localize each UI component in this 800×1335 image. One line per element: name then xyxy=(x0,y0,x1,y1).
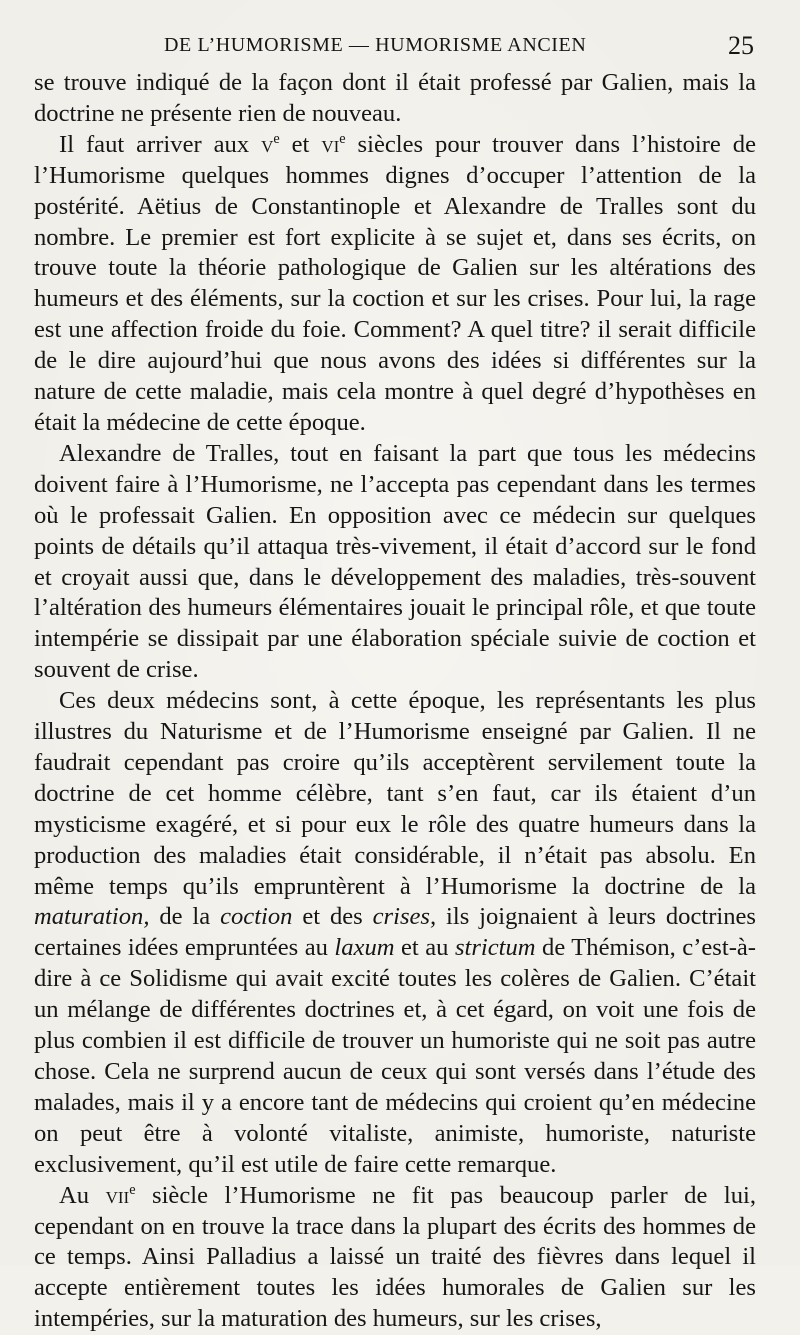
text-run: ils joignaient à leurs doctrines certaines idées empruntées au xyxy=(34,903,756,962)
italic-term: laxum xyxy=(334,934,395,962)
italic-term: maturation, xyxy=(34,903,150,931)
roman-numeral: v xyxy=(261,130,274,158)
text-run: et xyxy=(279,130,322,158)
paragraph-seventh-century xyxy=(34,1181,756,1335)
paragraph-two-physicians xyxy=(34,686,756,1181)
paragraph-alexandre xyxy=(34,439,756,686)
superscript: e xyxy=(273,130,280,147)
superscript: e xyxy=(339,130,346,147)
superscript: e xyxy=(129,1181,136,1198)
text-run: Au xyxy=(59,1181,106,1209)
paragraph-text: Alexandre de Tralles, tout en faisant la part que tous les médecins doivent faire à l’Humorisme, ne l’accepta pas cependant dans les termes où le professait Galien. En opposition avec ce médecin sur quelques points de détails qu’il attaqua très-vivement, il était d’accord sur le fond et croyait aussi que, dans le développement des maladies, très-souvent l’altération des humeurs élémentaires jouait le principal rôle, et que toute intempérie se dissipait par une élaboration spéciale suivie de coction et souvent de crise. xyxy=(34,439,756,684)
italic-term: coction xyxy=(220,903,293,931)
text-run: Il faut arriver aux xyxy=(59,130,262,158)
roman-numeral: vii xyxy=(105,1181,130,1209)
text-run: de la xyxy=(149,903,221,931)
text-run: siècles pour trouver dans l’histoire de l’Humorisme quelques hommes dignes d’occuper l’attention de la postérité. Aëtius de Constantinople et Alexandre de Tralles sont du nombre. Le premier est fort explicite à se sujet et, dans ses écrits, on trouve toute la théorie pathologique de Galien sur les altérations des humeurs et des éléments, sur la coction et sur les crises. Pour lui, la rage est une affection froide du foie. Comment? A quel titre? il serait difficile de le dire aujourd’hui que nous avons des idées si différentes sur la nature de cette maladie, mais cela montre à quel degré d’hypothèses en était la médecine de cette époque. xyxy=(34,130,756,436)
italic-term: strictum xyxy=(454,934,536,962)
page-header xyxy=(34,31,756,68)
page-number: 25 xyxy=(728,31,754,60)
text-run: et au xyxy=(394,934,455,962)
paragraph-continuation xyxy=(34,68,756,130)
body-text xyxy=(34,68,756,1335)
italic-term: crises, xyxy=(372,903,437,931)
paragraph-centuries xyxy=(34,130,756,439)
paragraph-text: se trouve indiqué de la façon dont il était professé par Galien, mais la doctrine ne présente rien de nouveau. xyxy=(34,69,756,127)
text-run: Ces deux médecins sont, à cette époque, les représentants les plus illustres du Naturisme et de l’Humorisme enseigné par Galien. Il ne faudrait cependant pas croire qu’ils acceptèrent servilement toute la doctrine de cet homme célèbre, tant s’en faut, car ils étaient d’un mysticisme exagéré, et si pour eux le rôle des quatre humeurs dans la production des maladies était considérable, il n’était pas absolu. En même temps qu’ils empruntèrent à l’Humorisme la doctrine de la xyxy=(34,687,756,900)
running-head: DE L’HUMORISME — HUMORISME ANCIEN xyxy=(164,34,587,56)
roman-numeral: vi xyxy=(321,130,340,158)
text-run: de Thémison, c’est-à-dire à ce Solidisme qui avait excité toutes les colères de Galien. C’était un mélange de différentes doctrines et, à cet égard, on voit une fois de plus combien il est difficile de trouver un humoriste qui ne soit pas autre chose. Cela ne surprend aucun de ceux qui sont versés dans l’étude des malades, mais il y a encore tant de médecins qui croient qu’en médecine on peut être à volonté vitaliste, animiste, humoriste, naturiste exclusivement, qu’il est utile de faire cette remarque. xyxy=(34,934,756,1178)
text-run: et des xyxy=(292,903,373,931)
text-run: siècle l’Humorisme ne fit pas beaucoup parler de lui, cependant on en trouve la trace dans la plupart des écrits des hommes de ce temps. Ainsi Palladius a laissé un traité des fièvres dans lequel il accepte entièrement toutes les idées humorales de Galien sur les intempéries, sur la maturation des humeurs, sur les crises, xyxy=(34,1181,756,1333)
